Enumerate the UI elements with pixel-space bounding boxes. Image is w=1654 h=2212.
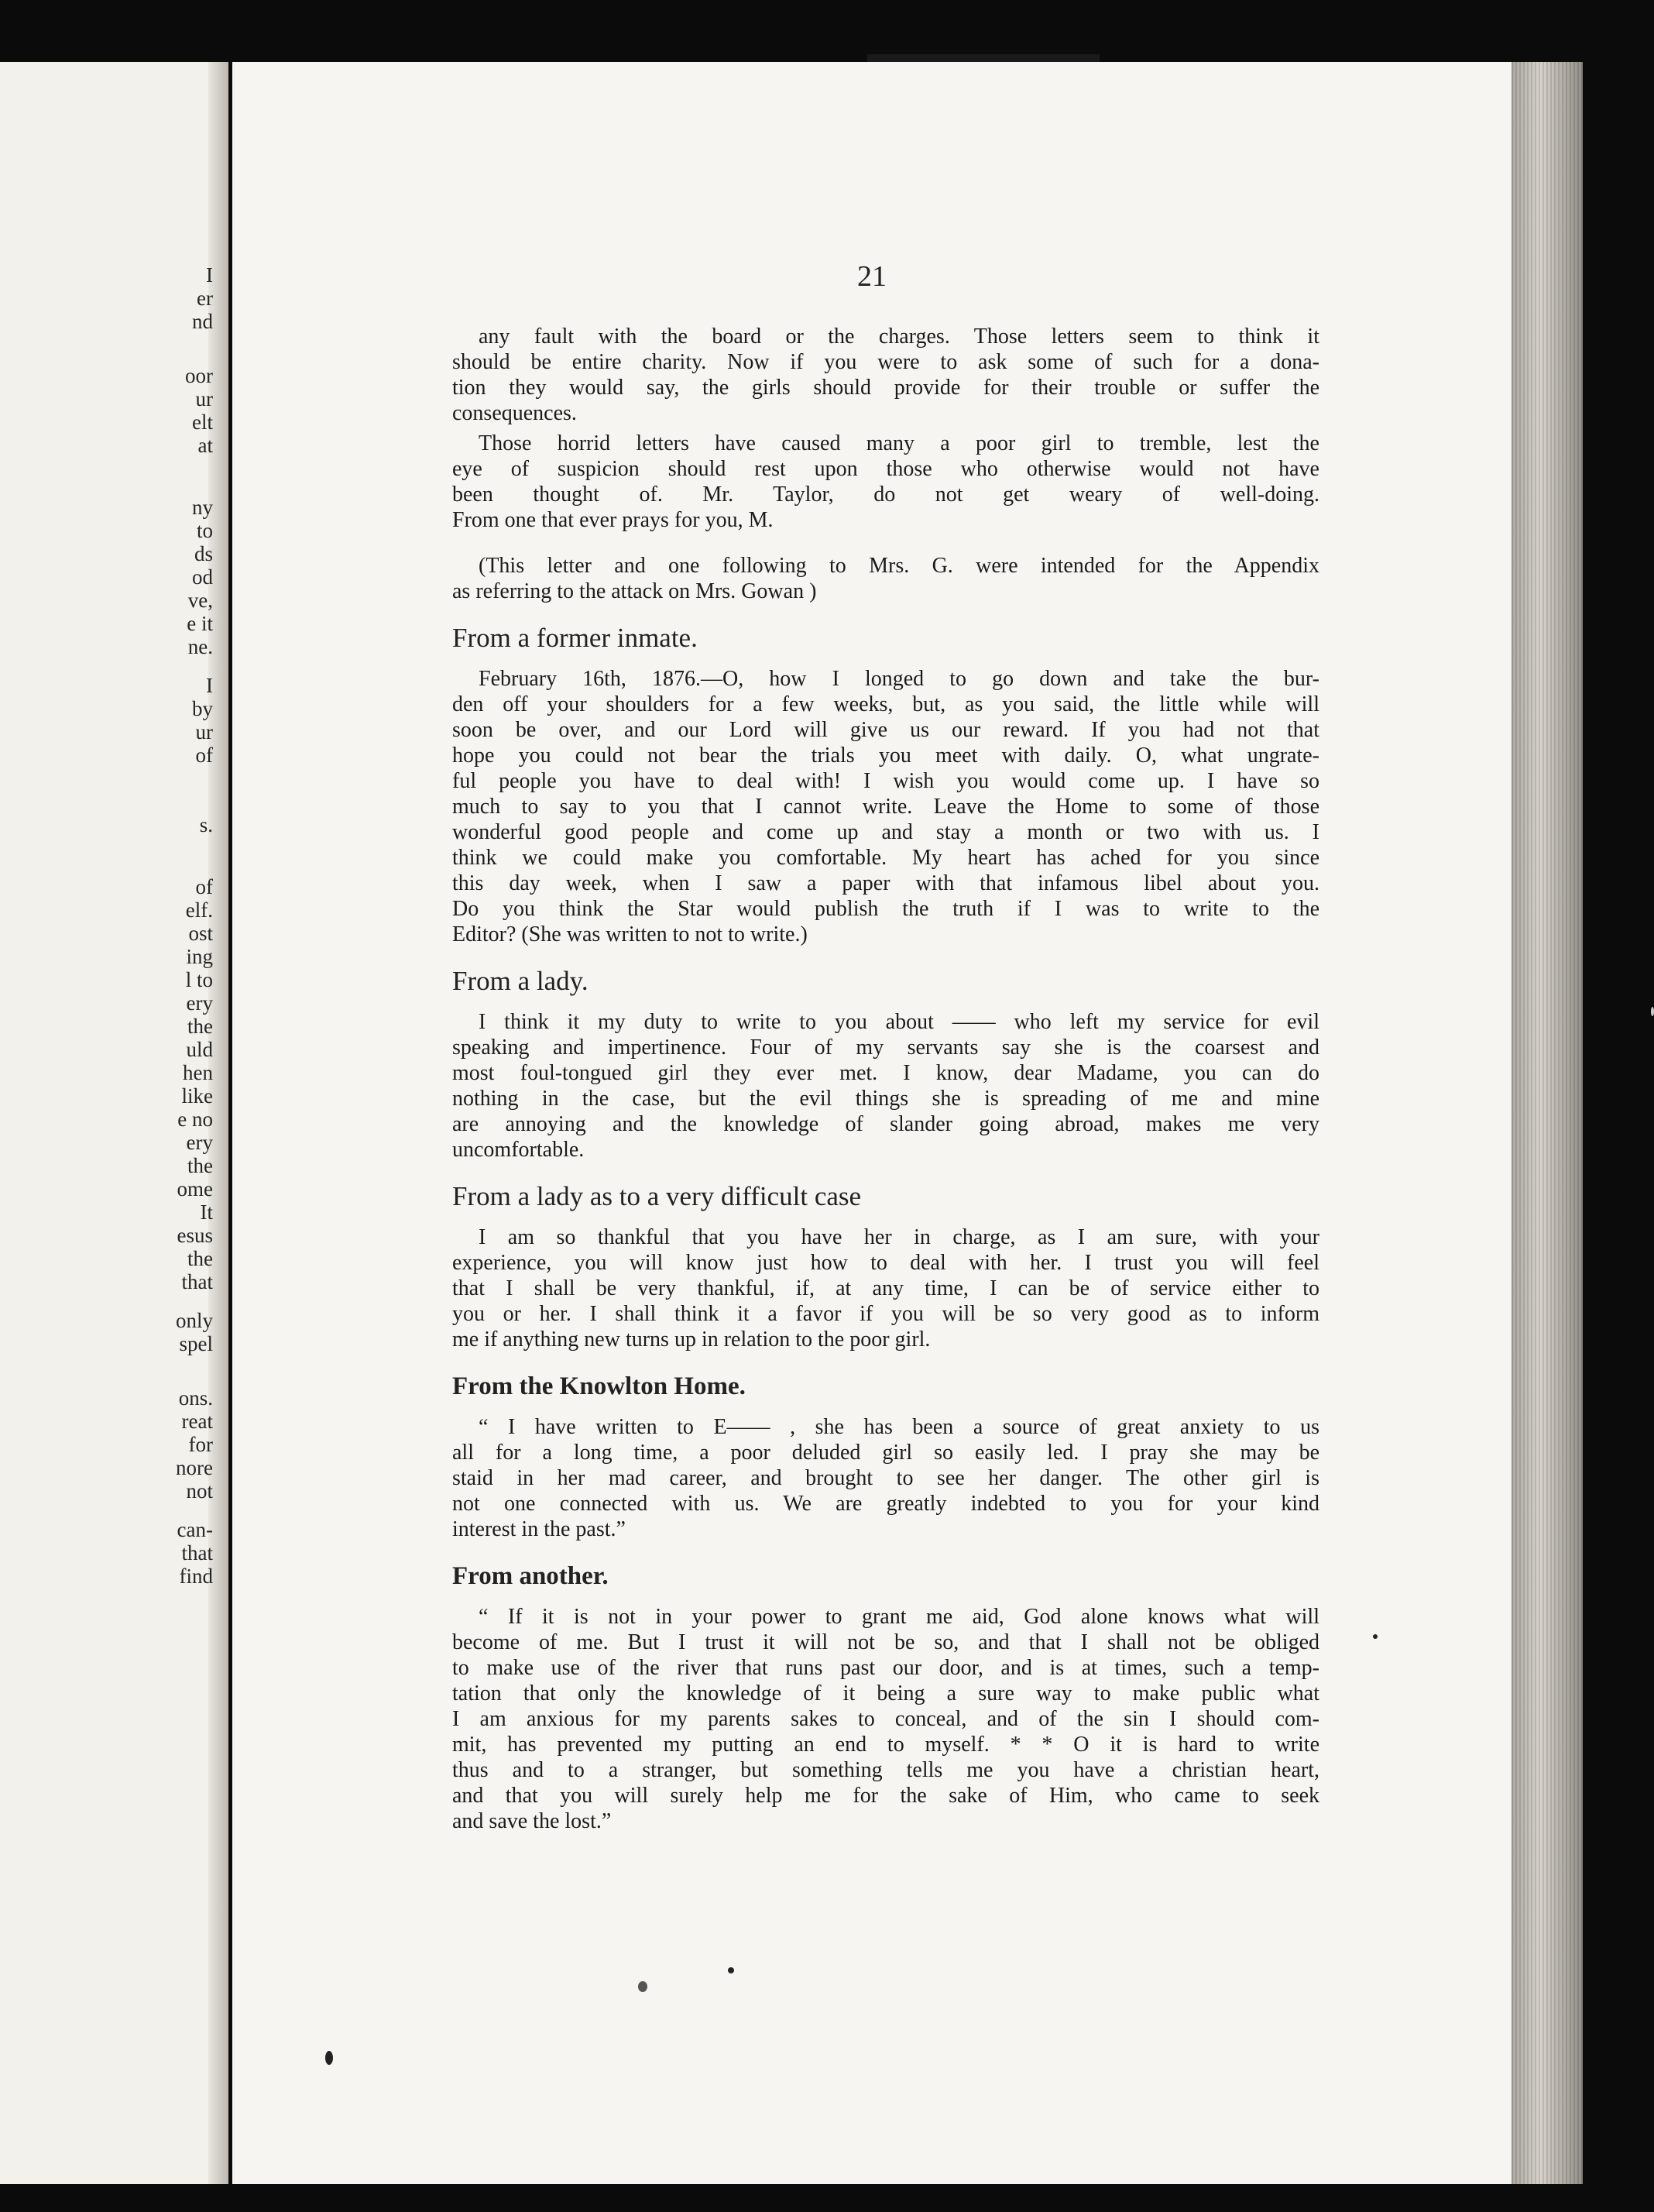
facing-page-fragment: that <box>181 1270 213 1293</box>
text-line: should be entire charity. Now if you were to ask some of such for a dona- <box>452 350 1319 374</box>
text-line: all for a long time, a poor deluded girl so easily led. I pray she may be <box>452 1441 1319 1465</box>
facing-page-fragment: I <box>206 263 213 287</box>
facing-page-fragment: s. <box>199 813 213 836</box>
facing-page-fragment: ur <box>195 387 213 410</box>
section-heading: From a former inmate. <box>452 623 698 653</box>
speck <box>638 1981 647 1992</box>
text-line: February 16th, 1876.—O, how I longed to go down and take the bur- <box>479 667 1319 691</box>
facing-page-fragment: ons. <box>178 1386 213 1410</box>
facing-page-fragment: by <box>192 697 213 720</box>
text-line: this day week, when I saw a paper with that infamous libel about you. <box>452 871 1319 895</box>
facing-page-fragment: ne. <box>187 635 213 658</box>
facing-page-fragment: It <box>200 1200 213 1224</box>
facing-page-fragment: ur <box>195 720 213 744</box>
facing-page-fragment: of <box>195 744 213 767</box>
facing-page-fragment: ome <box>177 1177 213 1200</box>
text-line: and that you will surely help me for the sake of Him, who came to seek <box>452 1784 1319 1808</box>
facing-page-left <box>0 62 228 2184</box>
text-line: are annoying and the knowledge of slander going abroad, makes me very <box>452 1112 1319 1136</box>
page-body-text <box>452 324 1319 1834</box>
facing-page-fragment: the <box>187 1247 213 1270</box>
facing-page-fragment: ve, <box>187 589 213 612</box>
text-line: den off your shoulders for a few weeks, but, as you said, the little while will <box>452 692 1319 716</box>
text-line: hope you could not bear the trials you meet with daily. O, what ungrate- <box>452 744 1319 768</box>
facing-page-fragment: ery <box>186 991 213 1015</box>
text-line: From one that ever prays for you, M. <box>452 508 774 532</box>
facing-page-fragment: I <box>206 674 213 697</box>
text-line: I am so thankful that you have her in charge, as I am sure, with your <box>479 1225 1319 1249</box>
text-line: mit, has prevented my putting an end to myself. * * O it is hard to write <box>452 1733 1319 1757</box>
text-line: think we could make you comfortable. My heart has ached for you since <box>452 846 1319 870</box>
section-heading: From a lady. <box>452 966 589 996</box>
facing-page-fragment: at <box>197 434 213 457</box>
text-line: and save the lost.” <box>452 1809 612 1833</box>
text-line: that I shall be very thankful, if, at any time, I can be of service either to <box>452 1276 1319 1300</box>
text-line: eye of suspicion should rest upon those who otherwise would not have <box>452 457 1319 481</box>
text-line: soon be over, and our Lord will give us our reward. If you had not that <box>452 718 1319 742</box>
facing-page-fragment: ost <box>188 922 213 945</box>
text-line: been thought of. Mr. Taylor, do not get weary of well-doing. <box>452 483 1319 507</box>
facing-page-fragment: esus <box>177 1224 213 1247</box>
speck <box>1373 1634 1378 1639</box>
section-heading: From the Knowlton Home. <box>452 1372 746 1400</box>
facing-page-fragment: oor <box>185 364 213 387</box>
text-line: most foul-tongued girl they ever met. I know, dear Madame, you can do <box>452 1061 1319 1085</box>
facing-page-fragment: od <box>192 565 213 589</box>
text-line: ful people you have to deal with! I wish you would come up. I have so <box>452 769 1319 793</box>
facing-page-fragment: elt <box>192 410 213 434</box>
text-line: Those horrid letters have caused many a poor girl to tremble, lest the <box>479 431 1319 455</box>
text-line: tion they would say, the girls should provide for their trouble or suffer the <box>452 376 1319 400</box>
page-stack-edge <box>1512 62 1583 2184</box>
section-heading: From another. <box>452 1562 609 1590</box>
speck <box>325 2051 333 2065</box>
page-number: 21 <box>857 260 887 293</box>
facing-page-fragment: spel <box>179 1332 213 1355</box>
facing-page-fragment: that <box>181 1541 213 1565</box>
facing-page-fragment: reat <box>181 1410 213 1433</box>
text-line: interest in the past.” <box>452 1517 626 1541</box>
facing-page-fragment: er <box>197 287 213 310</box>
facing-page-fragment: find <box>179 1565 213 1588</box>
facing-page-fragment: the <box>187 1015 213 1038</box>
facing-page-fragment: l to <box>185 968 213 991</box>
text-line: become of me. But I trust it will not be so, and that I shall not be obliged <box>452 1630 1319 1654</box>
text-line: any fault with the board or the charges. Those letters seem to think it <box>479 325 1319 349</box>
text-line: you or her. I shall think it a favor if you will be so very good as to inform <box>452 1302 1319 1326</box>
text-line: wonderful good people and come up and stay a month or two with us. I <box>452 820 1319 844</box>
text-line: I think it my duty to write to you about —— who left my service for evil <box>479 1010 1319 1034</box>
facing-page-fragment: not <box>186 1479 213 1503</box>
text-line: tation that only the knowledge of it being a sure way to make public what <box>452 1681 1319 1705</box>
text-line: to make use of the river that runs past our door, and is at times, such a temp- <box>452 1656 1319 1680</box>
facing-page-fragment: nore <box>176 1456 213 1479</box>
facing-page-fragment: ery <box>186 1131 213 1154</box>
text-line: me if anything new turns up in relation to the poor girl. <box>452 1328 931 1352</box>
text-line: “ I have written to E—— , she has been a source of great anxiety to us <box>479 1415 1319 1439</box>
speck <box>1651 1007 1654 1016</box>
facing-page-fragment: only <box>175 1309 213 1332</box>
text-line: speaking and impertinence. Four of my servants say she is the coarsest and <box>452 1036 1319 1060</box>
text-line: “ If it is not in your power to grant me aid, God alone knows what will <box>479 1605 1319 1629</box>
text-line: Editor? (She was written to not to write.) <box>452 922 808 946</box>
text-line: nothing in the case, but the evil things she is spreading of me and mine <box>452 1087 1319 1111</box>
text-line: as referring to the attack on Mrs. Gowan ) <box>452 579 817 603</box>
text-line: consequences. <box>452 401 577 425</box>
facing-page-fragment: ing <box>186 945 213 968</box>
text-line: I am anxious for my parents sakes to conceal, and of the sin I should com- <box>452 1707 1319 1731</box>
facing-page-fragment: for <box>188 1433 213 1456</box>
facing-page-fragment: uld <box>186 1038 213 1061</box>
paragraph-gap <box>452 533 1319 553</box>
facing-page-fragment: e no <box>177 1108 213 1131</box>
facing-page-fragment: nd <box>192 310 213 333</box>
text-line: thus and to a stranger, but something tells me you have a christian heart, <box>452 1758 1319 1782</box>
facing-page-fragment: like <box>181 1084 213 1108</box>
text-line: experience, you will know just how to deal with her. I trust you will feel <box>452 1251 1319 1275</box>
text-line: uncomfortable. <box>452 1138 585 1162</box>
text-line: staid in her mad career, and brought to see her danger. The other girl is <box>452 1466 1319 1490</box>
section-heading: From a lady as to a very difficult case <box>452 1181 862 1211</box>
speck <box>728 1967 734 1973</box>
facing-page-fragment: of <box>195 875 213 898</box>
facing-page-fragment: can- <box>177 1518 213 1541</box>
facing-page-fragment: elf. <box>185 898 213 922</box>
text-line: not one connected with us. We are greatly indebted to you for your kind <box>452 1492 1319 1516</box>
text-line: (This letter and one following to Mrs. G. were intended for the Appendix <box>479 554 1319 578</box>
facing-page-fragment: e it <box>187 612 213 635</box>
facing-page-fragment: hen <box>183 1061 213 1084</box>
text-line: Do you think the Star would publish the truth if I was to write to the <box>452 897 1319 921</box>
facing-page-fragment: ny <box>192 496 213 519</box>
facing-page-fragment: ds <box>194 542 213 565</box>
text-line: much to say to you that I cannot write. Leave the Home to some of those <box>452 795 1319 819</box>
facing-page-fragment: the <box>187 1154 213 1177</box>
facing-page-fragment: to <box>196 519 213 542</box>
